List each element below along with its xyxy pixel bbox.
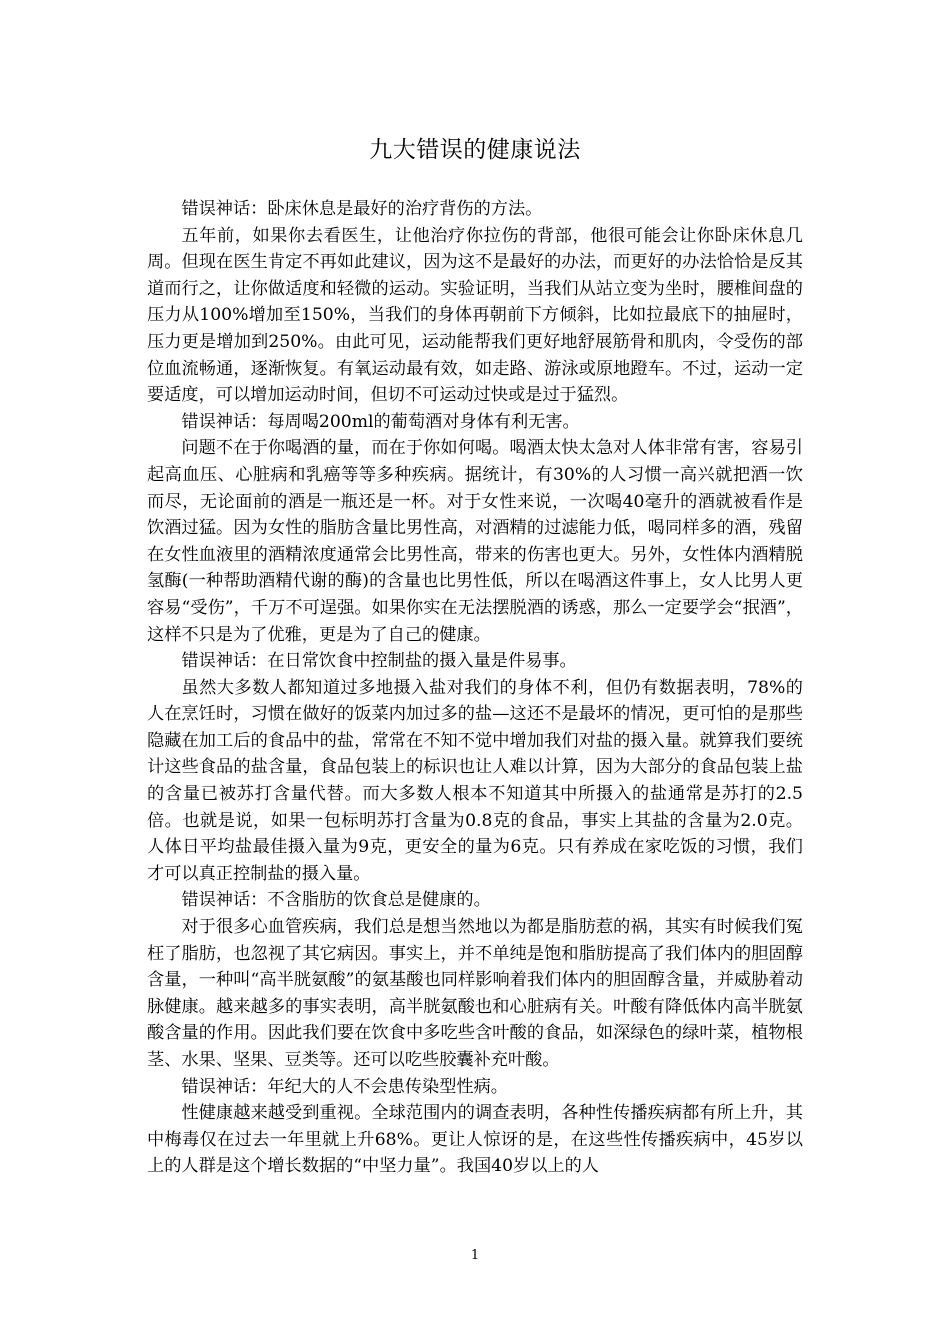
paragraph-myth-2: 错误神话：每周喝200ml的葡萄酒对身体有利无害。: [181, 411, 580, 432]
paragraph-myth-1: 错误神话：卧床休息是最好的治疗背伤的方法。: [181, 199, 543, 219]
paragraph-myth-4: 错误神话：不含脂肪的饮食总是健康的。: [181, 890, 491, 911]
paragraph-body-2: 问题不在于你喝酒的量，而在于你如何喝。喝酒太快太急对人体非常有害，容易引起高血压、心脏病和乳癌等等多种疾病。据统计，有30%的人习惯一高兴就把酒一饮而尽，无论面前的酒是一瓶还是一杯。对于女性来说，一次喝40毫升的酒就被看作是饮酒过猛。因为女性的脂肪含量比男性高，对酒精的过滤能力低，喝同样多的酒，残留在女性血液里的酒精浓度通常会比男性高，带来的伤害也更大。另外，女性体内酒精脱氢酶(一种帮助酒精代谢的酶)的含量也比男性低，所以在喝酒这件事上，女人比男人更容易“受伤”，千万不可逞强。如果你实在无法摆脱酒的诱惑，那么一定要学会“抿酒”，这样不只是为了优雅，更是为了自己的健康。: [147, 438, 803, 645]
article-body: [147, 196, 803, 1180]
page-title: 九大错误的健康说法: [369, 137, 581, 163]
paragraph-body-3: 虽然大多数人都知道过多地摄入盐对我们的身体不利，但仍有数据表明，78%的人在烹饪时，习惯在做好的饭菜内加过多的盐—这还不是最坏的情况，更可怕的是那些隐藏在加工后的食品中的盐，常常在不知不觉中增加我们对盐的摄入量。就算我们要统计这些食品的盐含量，食品包装上的标识也让人难以计算，因为大部分的食品包装上盐的含量已被苏打含量代替。而大多数人根本不知道其中所摄入的盐通常是苏打的2.5倍。也就是说，如果一包标明苏打含量为0.8克的食品，事实上其盐的含量为2.0克。人体日平均盐最佳摄入量为9克，更安全的量为6克。只有养成在家吃饭的习惯，我们才可以真正控制盐的摄入量。: [147, 677, 803, 884]
paragraph-body-1: 五年前，如果你去看医生，让他治疗你拉伤的背部，他很可能会让你卧床休息几周。但现在医生肯定不再如此建议，因为这不是最好的办法，而更好的办法恰恰是反其道而行之，让你做适度和轻微的运动。实验证明，当我们从站立变为坐时，腰椎间盘的压力从100%增加至150%，当我们的身体再朝前下方倾斜，比如拉最底下的抽屉时，压力更是增加到250%。由此可见，运动能帮我们更好地舒展筋骨和肌肉，令受伤的部位血流畅通，逐渐恢复。有氧运动最有效，如走路、游泳或原地蹬车。不过，运动一定要适度，可以增加运动时间，但切不可运动过快或是过于猛烈。: [147, 225, 803, 406]
page-number: 1: [470, 1248, 480, 1263]
paragraph-myth-5: 错误神话：年纪大的人不会患传染型性病。: [181, 1076, 508, 1097]
paragraph-body-4: 对于很多心血管疾病，我们总是想当然地以为都是脂肪惹的祸，其实有时候我们冤枉了脂肪，也忽视了其它病因。事实上，并不单纯是饱和脂肪提高了我们体内的胆固醇含量，一种叫“高半胱氨酸”的氨基酸也同样影响着我们体内的胆固醇含量，并威胁着动脉健康。越来越多的事实表明，高半胱氨酸也和心脏病有关。叶酸有降低体内高半胱氨酸含量的作用。因此我们要在饮食中多吃些含叶酸的食品，如深绿色的绿叶菜，植物根茎、水果、坚果、豆类等。还可以吃些胶囊补充叶酸。: [147, 917, 803, 1070]
paragraph-myth-3: 错误神话：在日常饮食中控制盐的摄入量是件易事。: [181, 651, 577, 672]
paragraph-body-5: 性健康越来越受到重视。全球范围内的调查表明，各种性传播疾病都有所上升，其中梅毒仅在过去一年里就上升68%。更让人惊讶的是，在这些性传播疾病中，45岁以上的人群是这个增长数据的“中坚力量”。我国40岁以上的人: [147, 1103, 803, 1177]
